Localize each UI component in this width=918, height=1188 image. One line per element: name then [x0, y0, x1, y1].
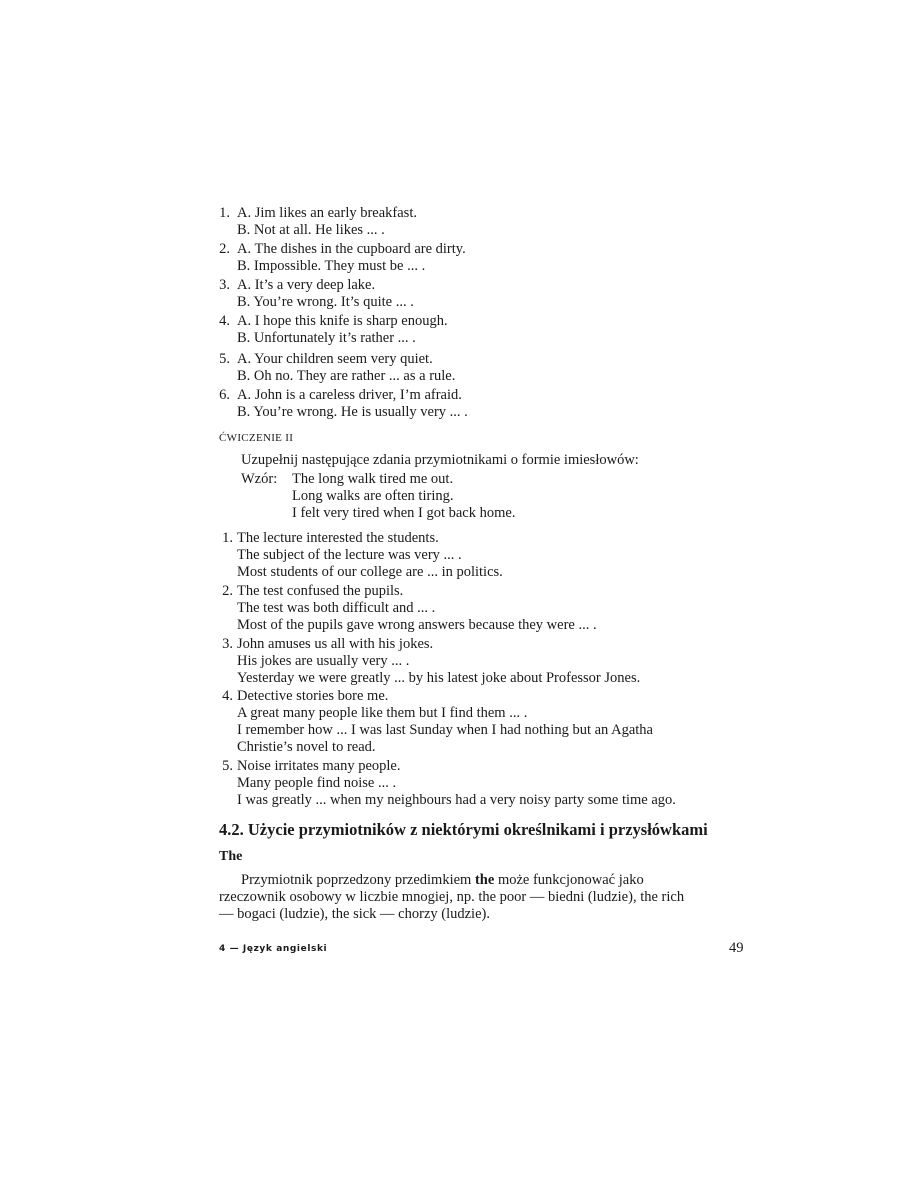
exercise-line: Many people find noise ... . [237, 775, 397, 791]
dialogue-line-a: A. It’s a very deep lake. [237, 277, 376, 293]
dialogue-line-a: A. Jim likes an early breakfast. [237, 205, 417, 221]
exercise-line: Most students of our college are ... in politics. [237, 564, 503, 580]
exercise-line: John amuses us all with his jokes. [237, 636, 434, 652]
item-number: 5. [222, 758, 233, 774]
item-number: 4. [222, 688, 233, 704]
exercise-line: The test confused the pupils. [237, 583, 404, 599]
item-number: 6. [219, 387, 230, 403]
model-label: Wzór: [241, 471, 278, 487]
item-number: 1. [222, 530, 233, 546]
model-line: Long walks are often tiring. [292, 488, 454, 504]
exercise-line: The lecture interested the students. [237, 530, 439, 546]
item-number: 1. [219, 205, 230, 221]
exercise-line: His jokes are usually very ... . [237, 653, 410, 669]
dialogue-line-b: B. Impossible. They must be ... . [237, 258, 426, 274]
exercise-line: Noise irritates many people. [237, 758, 401, 774]
dialogue-line-b: B. You’re wrong. He is usually very ... . [237, 404, 468, 420]
paragraph-text: może funkcjonować jako [494, 872, 644, 888]
footer-book-signature: 4 — Język angielski [219, 944, 328, 954]
exercise-line: Detective stories bore me. [237, 688, 389, 704]
dialogue-line-a: A. I hope this knife is sharp enough. [237, 313, 448, 329]
exercise-line: The test was both difficult and ... . [237, 600, 436, 616]
dialogue-line-a: A. Your children seem very quiet. [237, 351, 433, 367]
exercise-line: I remember how ... I was last Sunday when I had nothing but an Agatha [237, 722, 653, 738]
exercise-line: A great many people like them but I find them ... . [237, 705, 528, 721]
dialogue-line-a: A. John is a careless driver, I’m afraid. [237, 387, 462, 403]
dialogue-line-b: B. Not at all. He likes ... . [237, 222, 385, 238]
model-line: The long walk tired me out. [292, 471, 454, 487]
dialogue-line-b: B. Oh no. They are rather ... as a rule. [237, 368, 456, 384]
exercise-instruction: Uzupełnij następujące zdania przymiotnikami o formie imiesłowów: [241, 452, 639, 468]
dialogue-line-b: B. Unfortunately it’s rather ... . [237, 330, 416, 346]
exercise-line: Christie’s novel to read. [237, 739, 376, 755]
item-number: 3. [219, 277, 230, 293]
model-line: I felt very tired when I got back home. [292, 505, 516, 521]
paragraph-line: rzeczownik osobowy w liczbie mnogiej, np. the poor — biedni (ludzie), the rich [219, 889, 685, 905]
item-number: 2. [219, 241, 230, 257]
paragraph-line [241, 872, 644, 889]
subheading: The [219, 849, 243, 864]
bold-term: the [474, 872, 495, 888]
exercise-line: Yesterday we were greatly ... by his latest joke about Professor Jones. [237, 670, 641, 686]
paragraph-text: Przymiotnik poprzedzony przedimkiem [241, 872, 475, 888]
section-heading: 4.2. Użycie przymiotników z niektórymi określnikami i przysłówkami [219, 820, 708, 839]
item-number: 2. [222, 583, 233, 599]
paragraph-line: — bogaci (ludzie), the sick — chorzy (ludzie). [219, 906, 490, 922]
page-number: 49 [729, 940, 744, 956]
item-number: 3. [222, 636, 233, 652]
exercise-label: ĆWICZENIE II [219, 432, 294, 444]
item-number: 4. [219, 313, 230, 329]
dialogue-line-b: B. You’re wrong. It’s quite ... . [237, 294, 414, 310]
exercise-line: I was greatly ... when my neighbours had a very noisy party some time ago. [237, 792, 676, 808]
exercise-line: Most of the pupils gave wrong answers because they were ... . [237, 617, 597, 633]
dialogue-line-a: A. The dishes in the cupboard are dirty. [237, 241, 466, 257]
item-number: 5. [219, 351, 230, 367]
exercise-line: The subject of the lecture was very ... . [237, 547, 462, 563]
